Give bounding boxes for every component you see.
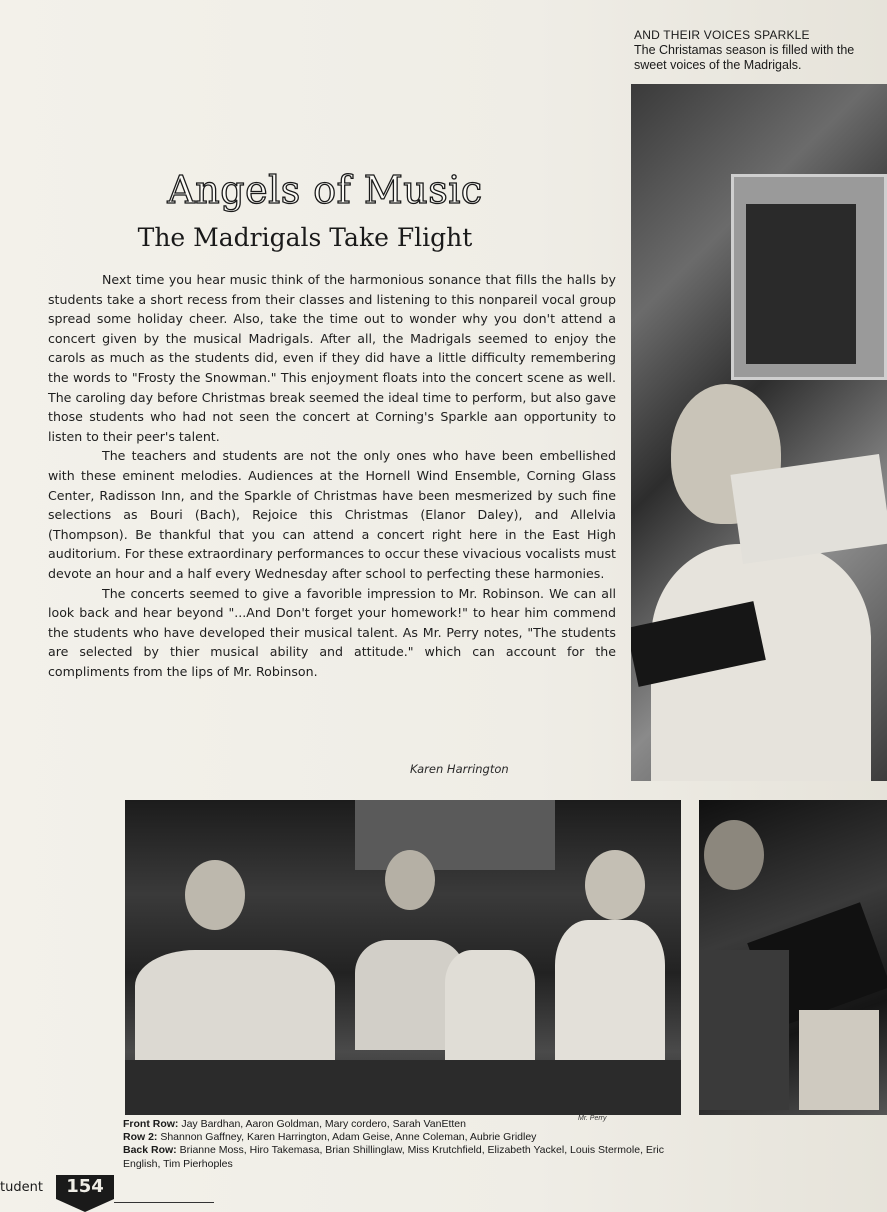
- caption-heading: AND THEIR VOICES SPARKLE: [634, 28, 810, 42]
- row-names: Brianne Moss, Hiro Takemasa, Brian Shillinglaw, Miss Krutchfield, Elizabeth Yackel, Louis Stermole, Eric English, Tim Pierhoples: [123, 1144, 664, 1170]
- article-paragraph: The concerts seemed to give a favorible impression to Mr. Robinson. We can all look back and hear beyond "...And Don't forget your homework!" to hear him commend the students who have developed their musical talent. As Mr. Perry notes, "The students are selected by thier musical ability and attitude." which can account for the compliments from the lips of Mr. Robinson.: [48, 585, 616, 679]
- page-number: 154: [56, 1175, 114, 1199]
- group-photo-caption: [123, 1118, 683, 1171]
- article-subtitle: The Madrigals Take Flight: [137, 223, 473, 252]
- photo-credit: Mr. Perry: [578, 1115, 607, 1122]
- article-paragraph: Next time you hear music think of the harmonious sonance that fills the halls by students take a short recess from their classes and listening to this nonpareil vocal group spread some holiday cheer. Also, take the time out to wonder why you don't attend a concert given by the musical Madrigals. After all, the Madrigals seemed to enjoy the carols as much as the students did, even if they did have a little difficulty remembering the words to "Frosty the Snowman." This enjoyment floats into the concert scene as well. The caroling day before Christmas break seemed the ideal time to perform, but also gave those students who had not seen the concert at Corning's Sparkle aan opportunity to listen to their peer's talent.: [48, 272, 616, 444]
- article-title: Angels of Music: [167, 168, 483, 212]
- row-label: Back Row:: [123, 1144, 177, 1157]
- article-byline: Karen Harrington: [410, 762, 509, 776]
- caption-row-front: [123, 1118, 683, 1131]
- group-photo: [125, 800, 681, 1115]
- singers-side-photo: [699, 800, 887, 1115]
- caption-text: The Christamas season is filled with the sweet voices of the Madrigals.: [634, 43, 855, 72]
- folio-rule: [114, 1202, 214, 1203]
- row-label: Row 2:: [123, 1131, 158, 1144]
- row-label: Front Row:: [123, 1118, 179, 1130]
- article-body: [48, 270, 616, 681]
- article-paragraph: The teachers and students are not the only ones who have been embellished with these eminent melodies. Audiences at the Hornell Wind Ensemble, Corning Glass Center, Radisson Inn, and the Sparkle of Christmas have been mesmerized by such fine selections as Bouri (Bach), Rejoice this Christmas (Elanor Daley), and Allelvia (Thompson). Be thankful that you can attend a concert right here in the East High auditorium. For these extraordinary performances to occur these vivacious vocalists must devote an hour and a half every Wednesday after school to perfecting these harmonies.: [48, 448, 616, 581]
- folio-section-label: tudent: [0, 1180, 43, 1195]
- caption-row-2: [123, 1131, 683, 1144]
- row-names: Jay Bardhan, Aaron Goldman, Mary cordero, Sarah VanEtten: [181, 1118, 466, 1130]
- row-names: Shannon Gaffney, Karen Harrington, Adam Geise, Anne Coleman, Aubrie Gridley: [160, 1131, 537, 1144]
- caption-row-back: [123, 1144, 683, 1170]
- photo-caption-top: [634, 28, 884, 73]
- folio-triangle-icon: [56, 1199, 114, 1212]
- singer-photo: [631, 84, 887, 781]
